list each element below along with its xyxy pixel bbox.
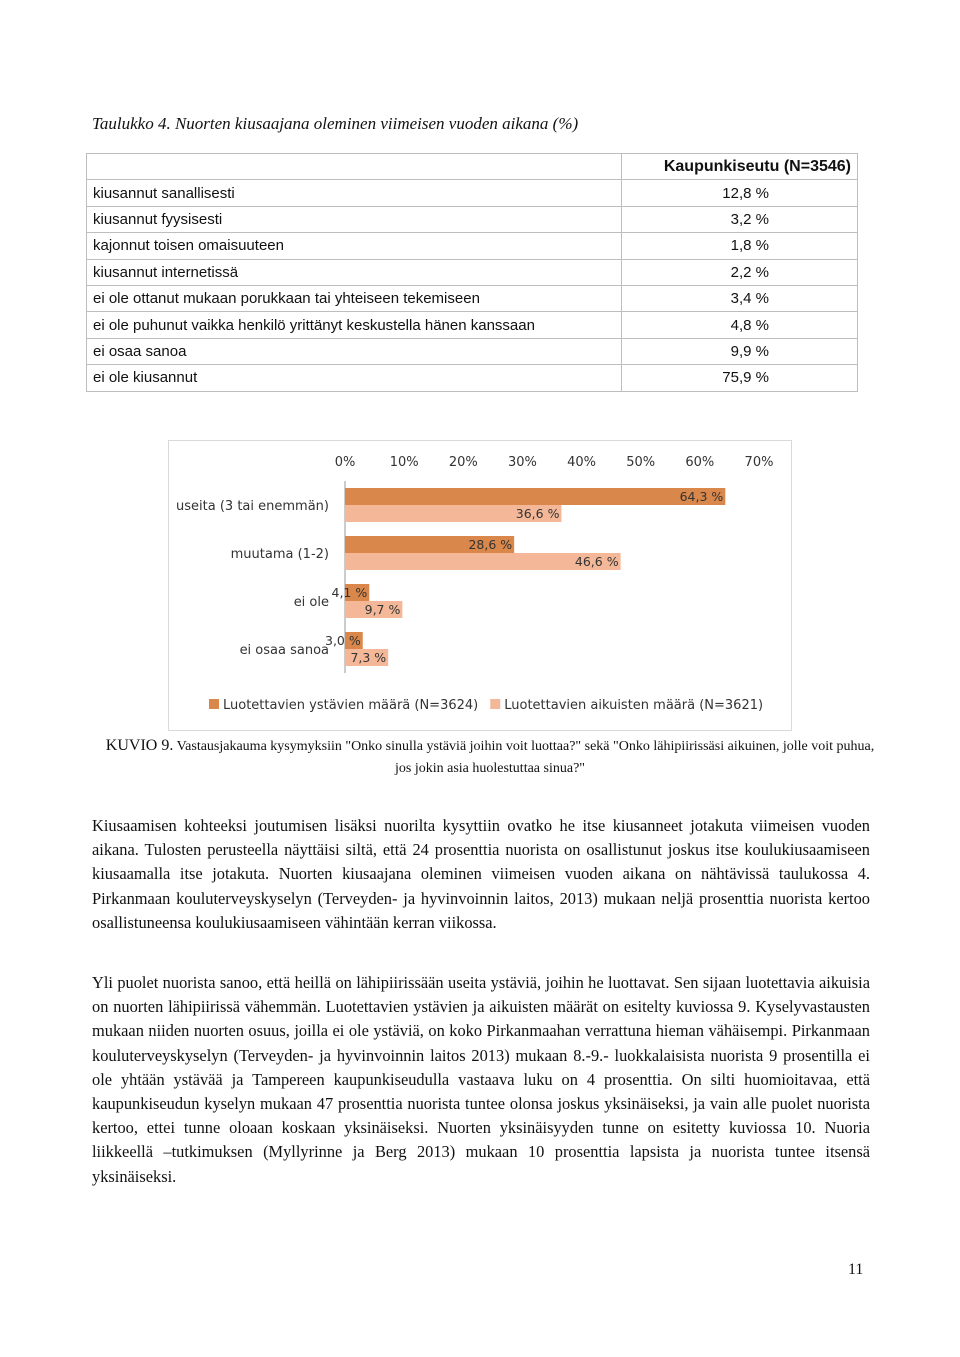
x-tick-label: 20% [448,455,478,470]
table-row [87,312,858,338]
figure-text: Vastausjakauma kysymyksiin "Onko sinulla ystäviä joihin voit luottaa?" sekä "Onko lähipiirissäsi aikuinen, jolle voit puhua, jos jokin asia huolestuttaa sinua?" [176,739,875,776]
category-label: muutama (1-2) [230,547,329,562]
legend-label: Luotettavien ystävien määrä (N=3624) [223,698,479,713]
bullying-table [86,153,858,392]
row-value: 12,8 % [622,180,858,206]
category-label: ei osaa sanoa [239,643,329,658]
figure-caption [100,735,880,780]
table-row [87,338,858,364]
x-tick-label: 30% [507,455,537,470]
data-label: 46,6 % [574,554,619,569]
legend-swatch [209,699,219,709]
data-label: 7,3 % [350,650,387,665]
legend-swatch [490,699,500,709]
data-label: 4,1 % [331,585,368,600]
table-header-row [87,154,858,180]
data-label: 36,6 % [515,506,560,521]
x-tick-label: 0% [334,455,356,470]
row-value: 4,8 % [622,312,858,338]
row-value: 9,9 % [622,338,858,364]
x-tick-label: 10% [389,455,419,470]
row-label: kiusannut sanallisesti [87,180,622,206]
data-label: 28,6 % [468,537,513,552]
x-tick-label: 60% [685,455,715,470]
row-label: ei ole kiusannut [87,365,622,391]
data-label: 64,3 % [679,489,724,504]
table-caption: Taulukko 4. Nuorten kiusaajana oleminen viimeisen vuoden aikana (%) [92,114,579,133]
table-header-empty-cell [87,154,622,180]
x-tick-label: 70% [744,455,774,470]
figure-label: KUVIO 9. [105,737,174,754]
category-label: useita (3 tai enemmän) [176,499,329,514]
x-tick-label: 50% [626,455,656,470]
table-row [87,233,858,259]
row-label: ei osaa sanoa [87,338,622,364]
row-value: 2,2 % [622,259,858,285]
legend-label: Luotettavien aikuisten määrä (N=3621) [504,698,764,713]
row-label: kiusannut fyysisesti [87,206,622,232]
table-row [87,365,858,391]
table-row [87,285,858,311]
row-label: kiusannut internetissä [87,259,622,285]
row-label: ei ole ottanut mukaan porukkaan tai yhteiseen tekemiseen [87,285,622,311]
row-value: 3,4 % [622,285,858,311]
page-number: 11 [848,1261,864,1278]
x-tick-label: 40% [567,455,597,470]
table-row [87,206,858,232]
row-value: 3,2 % [622,206,858,232]
paragraph: Kiusaamisen kohteeksi joutumisen lisäksi nuorilta kysyttiin ovatko he itse kiusanneet jotakuta viimeisen vuoden aikana. Tulosten perusteella näyttäisi siltä, että 24 prosenttia nuorista on osallistunut joskus itse koulukiusaamiseen kiusaamalla itse jotakuta. Nuorten kiusaajana oleminen viimeisen vuoden aikana on nähtävissä taulukossa 4. Pirkanmaan kouluterveyskyselyn (Terveyden- ja hyvinvoinnin laitos, 2013) mukaan neljä prosenttia nuorista kertoo osallistuneensa koulukiusaamiseen vähintään kerran viikossa. [92,816,870,932]
table-row [87,180,858,206]
category-label: ei ole [293,595,329,610]
row-value: 1,8 % [622,233,858,259]
data-label: 3,0 % [325,633,361,648]
bar [345,488,725,505]
table-header: Kaupunkiseutu (N=3546) [622,154,858,180]
paragraph: Yli puolet nuorista sanoo, että heillä on lähipiirissään useita ystäviä, joihin he luottavat. Sen sijaan luotettavia aikuisia on nuorten lähipiirissä vähemmän. Luotettavien ystävien ja aikuisten määrät on esitelty kuviossa 9. Kyselyvastausten mukaan niiden nuorten osuus, joilla ei ole ystäviä, on koko Pirkanmaahan verrattuna hieman vähäisempi. Pirkanmaan kouluterveyskyselyn (Terveyden- ja hyvinvoinnin laitos 2013) mukaan 8.-9.- luokkalaisista nuorista 9 prosentilla ei ole yhtään ystävää ja Tampereen kaupunkiseudulla vastaava luku on 4 prosenttia. On silti huomioitavaa, että kaupunkiseudun kyselyn mukaan 47 prosenttia nuorista tuntee olonsa joskus yksinäiseksi, ja vain alle puolet nuorista kertoo, ettei tunne oloaan koskaan yksinäiseksi. Nuorten yksinäisyyden tunne on esitetty kuviossa 10. Nuoria liikkeellä –tutkimuksen (Myllyrinne ja Berg 2013) mukaan 10 prosenttia lapsista ja nuorista tuntee itsensä yksinäiseksi. [92,973,870,1186]
row-label: kajonnut toisen omaisuuteen [87,233,622,259]
table-row [87,259,858,285]
chart-svg [169,441,791,730]
row-label: ei ole puhunut vaikka henkilö yrittänyt keskustella hänen kanssaan [87,312,622,338]
trusted-people-chart [168,440,792,731]
data-label: 9,7 % [364,602,401,617]
row-value: 75,9 % [622,365,858,391]
